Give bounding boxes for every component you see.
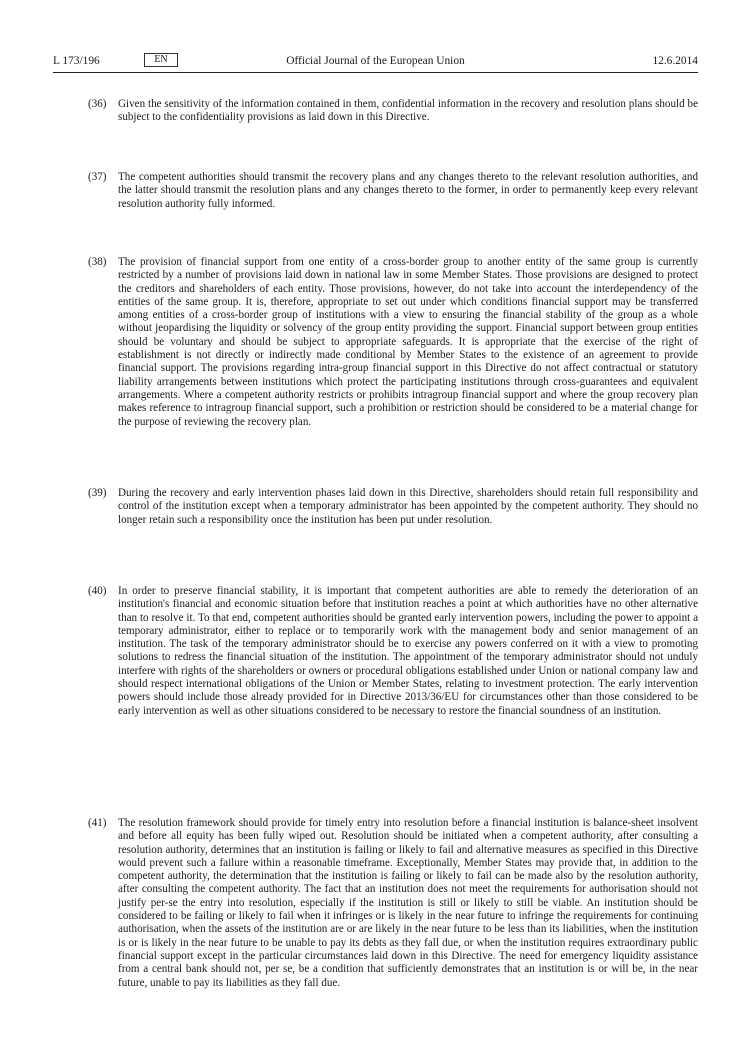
recital-text: Given the sensitivity of the information contained in them, confidential information in the recovery and resolution plans should be subject to the confidentiality provisions as laid down in this Directive.	[118, 98, 698, 124]
recital-39	[88, 487, 698, 527]
recital-text: The resolution framework should provide for timely entry into resolution before a financial institution is balance-sheet insolvent and before all equity has been fully wiped out. Resolution should be initiated when a competent authority, after consulting a resolution authority, determines that an institution is failing or likely to fail and alternative measures as specified in this Directive would prevent such a failure within a reasonable timeframe. Exceptionally, Member States may provide that, in addition to the competent authority, the determination that the institution is failing or likely to fail can be made also by the resolution authority, after consulting the competent authority. The fact that an institution does not meet the requirements for authorisation should not justify per-se the entry into resolution, especially if the institution is still or likely to still be viable. An institution should be considered to be failing or likely to fail when it infringes or is likely in the near future to infringe the requirements for continuing authorisation, when the assets of the institution are or are likely in the near future to be less than its liabilities, when the institution is or is likely in the near future to be unable to pay its debts as they fall due, or when the institution requires extraordinary public financial support except in the particular circumstances laid down in this Directive. The need for emergency liquidity assistance from a central bank should not, per se, be a condition that sufficiently demonstrates that an institution is or will be, in the near future, unable to pay its liabilities as they fall due.	[118, 817, 698, 989]
recital-number: (39)	[88, 487, 107, 499]
recital-38	[88, 256, 698, 429]
recital-37	[88, 171, 698, 211]
recital-text: The provision of financial support from one entity of a cross-border group to another entity of the same group is currently restricted by a number of provisions laid down in national law in some Member States. Those provisions are designed to protect the creditors and shareholders of each entity. Those provisions, however, do not take into account the interdependency of the entities of the same group. It is, therefore, appropriate to set out under which conditions financial support may be transferred among entities of a cross-border group of institutions with a view to ensuring the financial stability of the group as a whole without jeopardising the liquidity or solvency of the group entity providing the support. Financial support between group entities should be voluntary and should be subject to appropriate safeguards. It is appropriate that the exercise of the right of establishment is not directly or indirectly made conditional by Member States to the existence of an agreement to provide financial support. The provisions regarding intra-group financial support in this Directive do not affect contractual or statutory liability arrangements between institutions which protect the participating institutions through cross-guarantees and equivalent arrangements. Where a competent authority restricts or prohibits intragroup financial support and where the group recovery plan makes reference to intragroup financial support, such a prohibition or restriction should be considered to be a material change for the purpose of reviewing the recovery plan.	[118, 256, 698, 428]
recital-number: (38)	[88, 256, 107, 268]
recital-36	[88, 98, 698, 125]
recital-41	[88, 817, 698, 990]
page-reference: L 173/196	[53, 55, 100, 67]
publication-date: 12.6.2014	[652, 55, 698, 67]
recital-number: (41)	[88, 817, 107, 829]
recital-text: In order to preserve financial stability, it is important that competent authorities are able to remedy the deterioration of an institution's financial and economic situation before that institution reaches a point at which authorities have no other alternative than to resolve it. To that end, competent authorities should be granted early intervention powers, including the power to appoint a temporary administrator, either to replace or to temporarily work with the management body and senior management of an institution. The task of the temporary administrator should be to exercise any powers conferred on it with a view to promoting solutions to redress the financial situation of the institution. The appointment of the temporary administrator should not unduly interfere with rights of the shareholders or owners or procedural obligations established under Union or national company law and should respect international obligations of the Union or Member States, relating to investment protection. The early intervention powers should include those already provided for in Directive 2013/36/EU for circumstances other than those considered to be early intervention as well as other situations considered to be necessary to restore the financial soundness of an institution.	[118, 585, 698, 717]
recital-number: (40)	[88, 585, 107, 597]
recital-number: (37)	[88, 171, 107, 183]
journal-title: Official Journal of the European Union	[286, 55, 465, 67]
recital-text: The competent authorities should transmit the recovery plans and any changes thereto to the relevant resolution authorities, and the latter should transmit the resolution plans and any changes thereto to the former, in order to permanently keep every relevant resolution authority fully informed.	[118, 171, 698, 210]
language-badge: EN	[144, 53, 178, 67]
page-header	[53, 50, 698, 73]
recital-number: (36)	[88, 98, 107, 110]
recital-text: During the recovery and early intervention phases laid down in this Directive, shareholders should retain full responsibility and control of the institution except when a temporary administrator has been appointed by the competent authority. They should no longer retain such a responsibility once the institution has been put under resolution.	[118, 487, 698, 526]
recital-40	[88, 585, 698, 718]
